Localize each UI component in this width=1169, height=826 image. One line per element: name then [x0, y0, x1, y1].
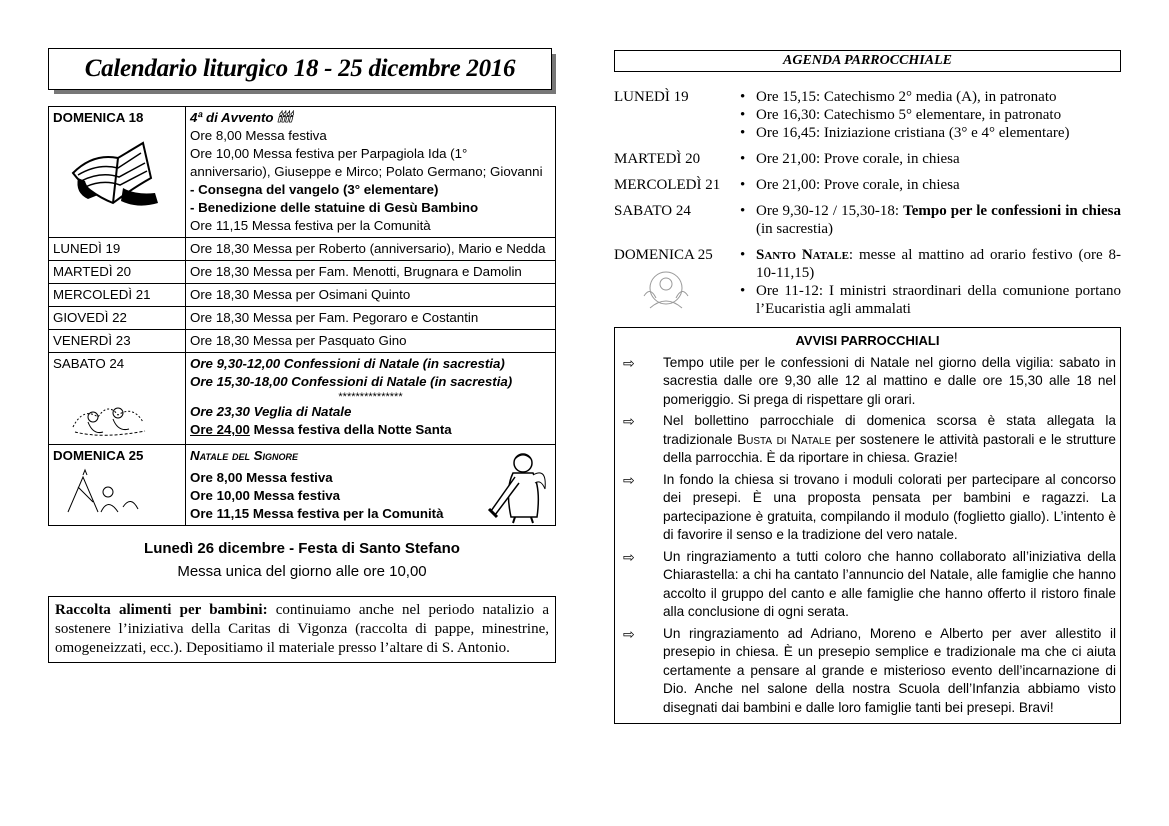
day-label: SABATO 24	[53, 356, 125, 371]
parish-notices	[614, 327, 1121, 724]
event-line: Ore 9,30-12,00 Confessioni di Natale (in sacrestia)	[190, 356, 505, 371]
arrow-right-icon: ⇨	[623, 625, 635, 642]
table-row	[49, 284, 556, 307]
day-label: LUNEDÌ 19	[49, 238, 186, 261]
notice-text: Un ringraziamento ad Adriano, Moreno e Alberto per aver allestito il presepio in chiesa. È un presepio semplice e tradizionale ma che ci aiuta certamente a pensare al grande e misterioso evento dell’incarnazione di Dio. Anche nel salone della nostra Scuola dell’Infanzia abbiamo visto disegnati dai bambini e dalle loro famiglie tanti bei presepi. Bravi!	[663, 625, 1116, 715]
angels-illustration	[63, 387, 153, 442]
notices-title: AVVISI PARROCCHIALI	[795, 333, 940, 348]
day-label: MERCOLEDÌ 21	[614, 177, 721, 193]
table-row	[49, 445, 556, 526]
midnight-time: Ore 24,00	[190, 422, 250, 437]
table-row	[49, 353, 556, 445]
mass-line: Ore 18,30 Messa per Fam. Pegoraro e Costantin	[186, 307, 556, 330]
right-column	[614, 50, 1121, 724]
day-label: GIOVEDÌ 22	[49, 307, 186, 330]
emphasis-text: Santo Natale	[756, 247, 849, 263]
mass-line: Ore 8,00 Messa festiva	[190, 128, 327, 143]
agenda-title: AGENDA PARROCCHIALE	[614, 50, 1121, 72]
event-line: Ore 23,30 Veglia di Natale	[190, 404, 352, 419]
mass-line: Ore 18,30 Messa per Pasquato Gino	[186, 330, 556, 353]
day-label: VENERDÌ 23	[49, 330, 186, 353]
candles-icon: 🕯🕯🕯🕯	[277, 110, 293, 125]
time-text: Ore 9,30-12 / 15,30-18:	[756, 203, 904, 219]
agenda-item: • Ore 21,00: Prove corale, in chiesa	[756, 150, 1121, 168]
agenda-row	[614, 246, 1121, 319]
agenda-item: • Ore 21,00: Prove corale, in chiesa	[756, 176, 1121, 194]
agenda-row	[614, 150, 1121, 168]
day-label: MERCOLEDÌ 21	[49, 284, 186, 307]
mass-line: Ore 8,00 Messa festiva	[190, 470, 333, 485]
location-text: (in sacrestia)	[756, 221, 834, 237]
day-label: DOMENICA 25	[614, 247, 713, 263]
mass-line: Ore 18,30 Messa per Osimani Quinto	[186, 284, 556, 307]
event-line: - Consegna del vangelo (3° elementare)	[190, 182, 439, 197]
item-text: : messe al mattino ad orario festivo (ore 8-10-11,15)	[756, 247, 1121, 281]
left-column	[48, 48, 556, 663]
event-line: - Benedizione delle statuine di Gesù Bambino	[190, 200, 479, 215]
liturgical-calendar-table	[48, 106, 556, 526]
day-label: MARTEDÌ 20	[49, 261, 186, 284]
day-label: DOMENICA 18	[53, 110, 144, 125]
mass-line: Ore 18,30 Messa per Fam. Menotti, Brugnara e Damolin	[186, 261, 556, 284]
trumpet-angel-illustration	[485, 449, 551, 525]
agenda-item	[756, 202, 1121, 238]
notice-item	[619, 625, 1116, 718]
event-line: Messa festiva della Notte Santa	[249, 422, 452, 437]
agenda-item: • Ore 16,30: Catechismo 5° elementare, in patronato	[756, 106, 1121, 124]
table-row	[49, 330, 556, 353]
parish-agenda	[614, 88, 1121, 319]
mass-line: Ore 10,00 Messa festiva per Parpagiola Ida (1° anniversario), Giuseppe e Mirco; Polato Germano; Giovanni	[190, 146, 543, 179]
holy-family-illustration	[636, 268, 696, 314]
agenda-row	[614, 202, 1121, 238]
arrow-right-icon: ⇨	[623, 548, 635, 565]
table-row	[49, 238, 556, 261]
agenda-item	[756, 246, 1121, 282]
mass-line: Ore 11,15 Messa festiva per la Comunità	[190, 218, 431, 233]
notice-title: Raccolta alimenti per bambini:	[55, 602, 268, 618]
notice-item	[619, 471, 1116, 545]
day-label: DOMENICA 25	[53, 448, 144, 463]
notice-text: Nel bollettino parrocchiale di domenica scorsa è stata allegata la tradizionale	[663, 413, 1116, 447]
day-label: MARTEDÌ 20	[614, 151, 701, 167]
advent-heading: 4ª di Avvento	[190, 110, 274, 125]
mass-line: Ore 10,00 Messa festiva	[190, 488, 341, 503]
envelope-name: Busta di Natale	[737, 431, 832, 447]
table-row	[49, 307, 556, 330]
notice-text: per sostenere le attività pastorali e le strutture della parrocchia. È da riportare in chiesa. Grazie!	[663, 431, 1116, 465]
emphasis-text: Tempo per le confessioni in chiesa	[903, 203, 1121, 219]
agenda-row	[614, 88, 1121, 142]
agenda-row	[614, 176, 1121, 194]
christmas-heading: Natale del Signore	[190, 448, 299, 463]
notice-item	[619, 412, 1116, 468]
mass-line: Ore 18,30 Messa per Roberto (anniversario), Mario e Nedda	[186, 238, 556, 261]
feast-heading: Lunedì 26 dicembre - Festa di Santo Stefano	[144, 540, 460, 557]
calendar-title: Calendario liturgico 18 - 25 dicembre 2016	[84, 55, 516, 82]
agenda-item: • Ore 15,15: Catechismo 2° media (A), in patronato	[756, 88, 1121, 106]
arrow-right-icon: ⇨	[623, 471, 635, 488]
title-frame	[48, 48, 556, 98]
agenda-item: • Ore 11-12: I ministri straordinari della comunione portano l’Eucaristia agli ammalati	[756, 282, 1121, 318]
table-row	[49, 261, 556, 284]
food-collection-notice	[48, 596, 556, 663]
nativity-illustration	[63, 467, 143, 517]
mass-line: Ore 11,15 Messa festiva per la Comunità	[190, 506, 444, 521]
day-label: LUNEDÌ 19	[614, 89, 689, 105]
notice-item	[619, 548, 1116, 622]
arrow-right-icon: ⇨	[623, 413, 635, 429]
notice-text: Tempo utile per le confessioni di Natale nel giorno della vigilia: sabato in sacrestia dalle ore 9,30 alle 12 al mattino e dalle ore 15,30 alle 18 nel pomeriggio. Si prega di rispettare gli orari.	[663, 354, 1116, 407]
arrow-right-icon: ⇨	[623, 354, 635, 371]
agenda-item: • Ore 16,45: Iniziazione cristiana (3° e 4° elementare)	[756, 124, 1121, 142]
notice-text: continuiamo anche nel periodo natalizio a sostenere l’iniziativa della Caritas di Vigonza (raccolta di pappe, minestrine, omogeneizzati, ecc.). Depositiamo il materiale presso l’altare di S. Antonio.	[55, 602, 549, 656]
notice-text: Un ringraziamento a tutti coloro che hanno collaborato all’iniziativa della Chiarastella: a chi ha cantato l’annuncio del Natale, alle famiglie che hanno accolto il gruppo del canto e alle famiglie che hanno offerto il ristoro finale alla conclusione di ogni serata.	[663, 548, 1116, 619]
separator: ***************	[338, 391, 403, 403]
table-row	[49, 107, 556, 238]
feast-subtitle: Messa unica del giorno alle ore 10,00	[177, 563, 427, 580]
notice-text: In fondo la chiesa si trovano i moduli colorati per partecipare al concorso dei presepi. È una proposta pensata per bambini e ragazzi. La partecipazione è gratuita, compilando il modulo (foglietto giallo). L’intento è di favorire il senso e la tradizione del vero natale.	[663, 471, 1116, 542]
notice-item	[619, 354, 1116, 410]
open-book-illustration	[63, 133, 163, 215]
event-line: Ore 15,30-18,00 Confessioni di Natale (in sacrestia)	[190, 374, 513, 389]
day-label: SABATO 24	[614, 203, 691, 219]
